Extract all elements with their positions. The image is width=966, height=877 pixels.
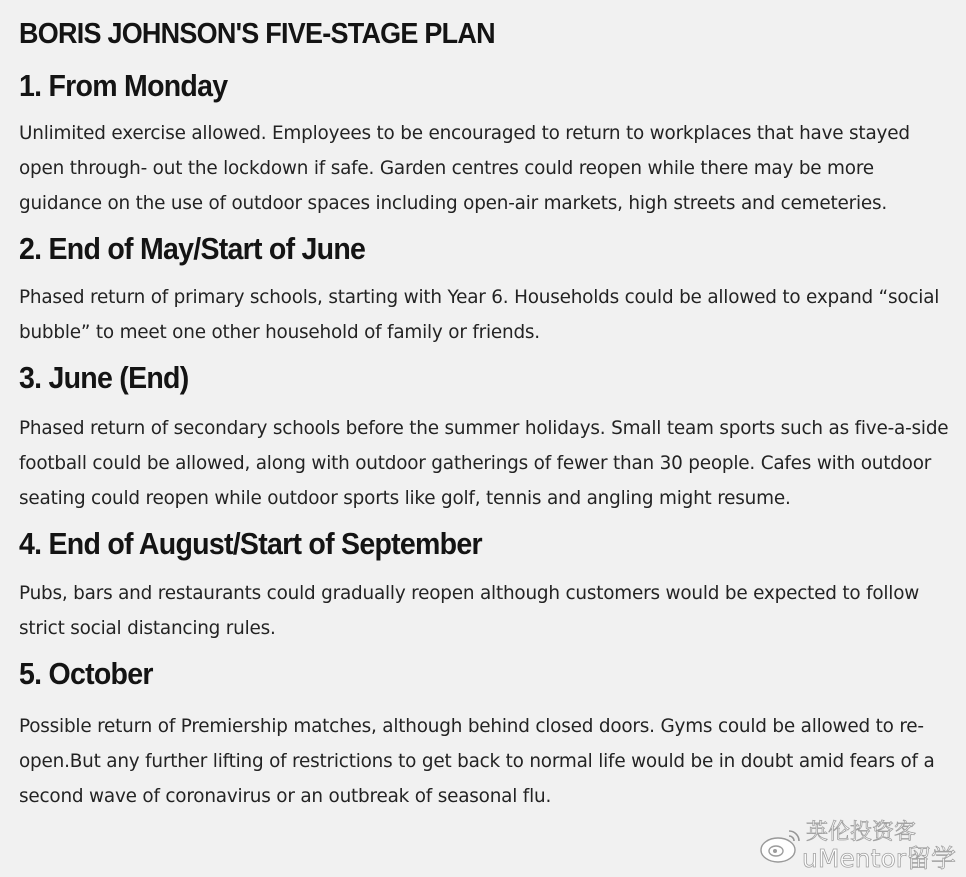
stage-1-text: Unlimited exercise allowed. Employees to be encouraged to return to workplaces that have stayed open through- out the lockdown if safe. Garden centres could reopen while there may be more guidance on the use of outdoor spaces including open-air markets, high streets and cemeteries. (19, 123, 910, 214)
article (19, 14, 955, 814)
stage-5-text: Possible return of Premiership matches, although behind closed doors. Gyms could be allowed to re-open.But any further lifting of restrictions to get back to normal life would be in doubt amid fears of a second wave of coronavirus or an outbreak of seasonal flu. (19, 716, 935, 807)
watermark (758, 815, 958, 873)
weibo-icon (758, 825, 804, 865)
watermark-line-1: 英伦投资客 (806, 820, 917, 845)
stage-1-heading: 1. From Monday (19, 68, 228, 103)
page-title: BORIS JOHNSON'S FIVE-STAGE PLAN (19, 18, 495, 50)
watermark-line-2: uMentor留学 (802, 844, 957, 873)
stage-2-text: Phased return of primary schools, starting with Year 6. Households could be allowed to expand “social bubble” to meet one other household of family or friends. (19, 287, 940, 343)
stage-3-text: Phased return of secondary schools before the summer holidays. Small team sports such as five-a-side football could be allowed, along with outdoor gatherings of fewer than 30 people. Cafes with outdoor seating could reopen while outdoor sports like golf, tennis and angling might resume. (19, 418, 949, 509)
stage-4-text: Pubs, bars and restaurants could gradually reopen although customers would be expected to follow strict social distancing rules. (19, 583, 920, 639)
stage-5-heading: 5. October (19, 656, 153, 691)
stage-3-heading: 3. June (End) (19, 360, 189, 395)
stage-4-heading: 4. End of August/Start of September (19, 526, 482, 561)
stage-2-heading: 2. End of May/Start of June (19, 231, 366, 266)
